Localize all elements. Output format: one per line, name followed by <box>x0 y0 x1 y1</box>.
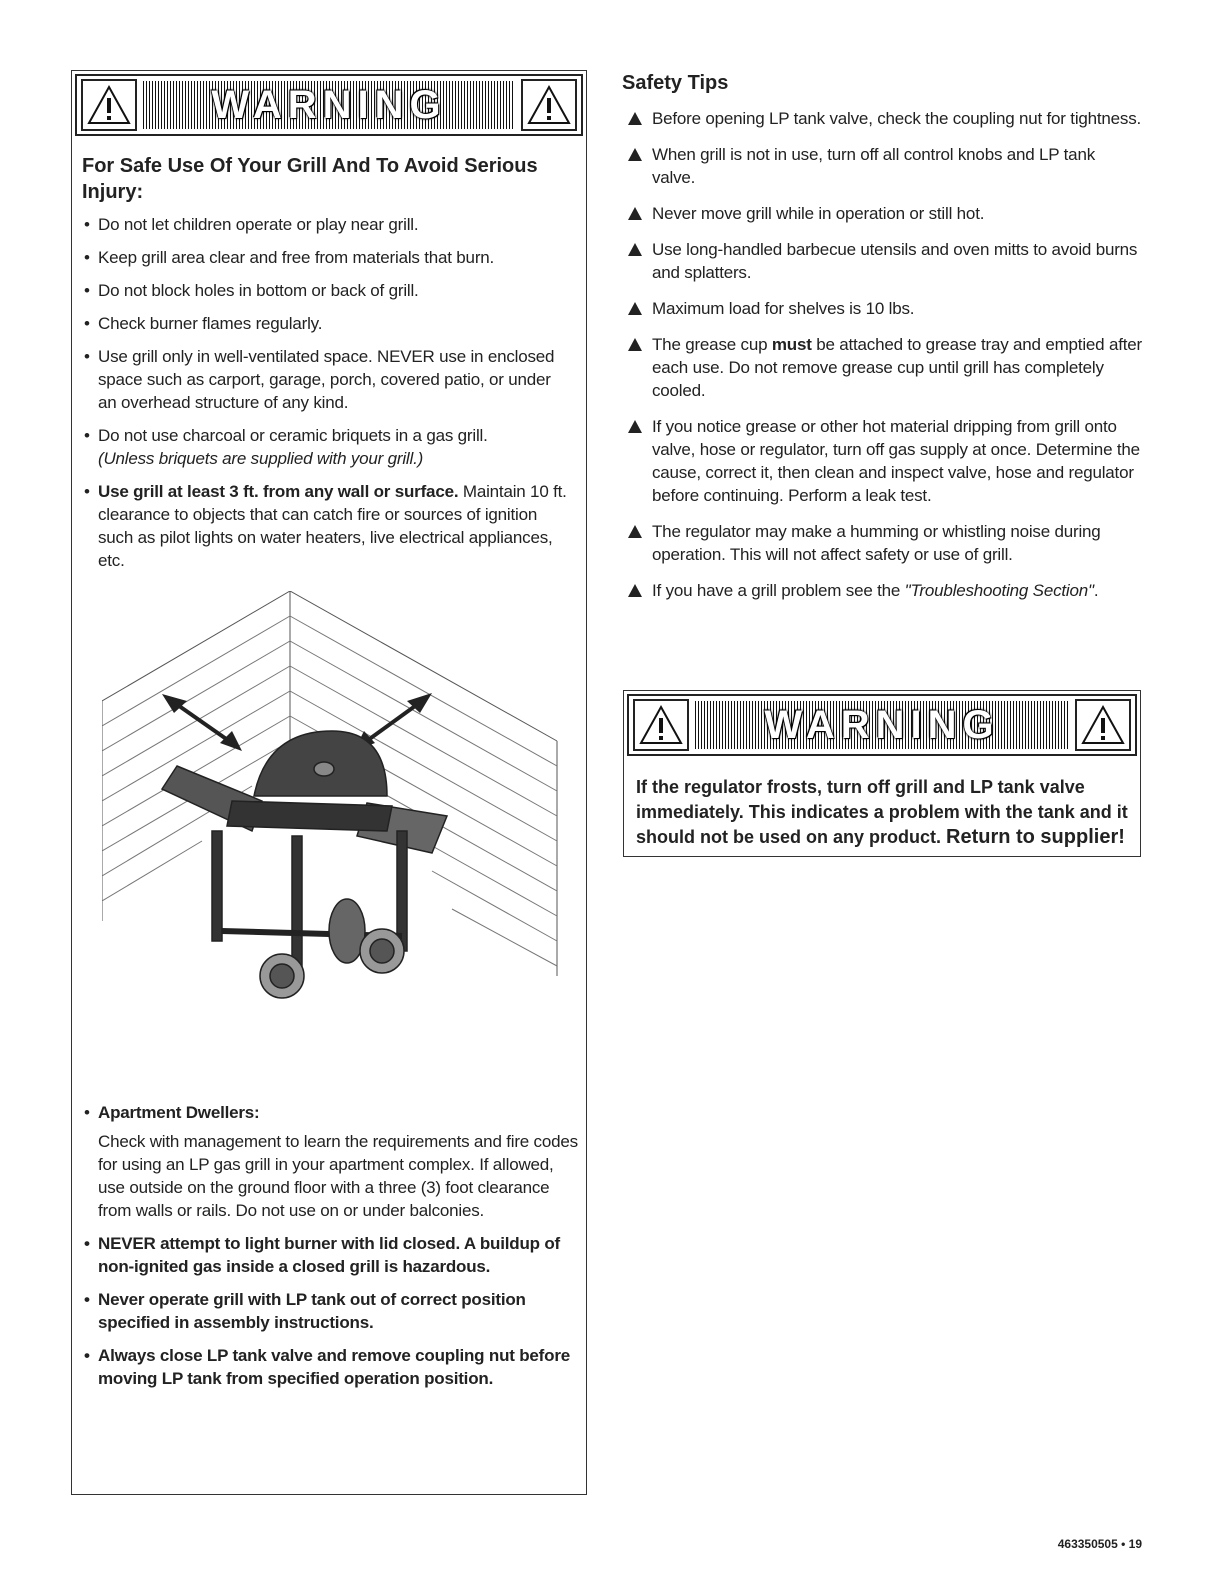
list-item: • NEVER attempt to light burner with lid closed. A buildup of non-ignited gas inside a closed grill is hazardous. <box>82 1232 582 1278</box>
apartment-text: Check with management to learn the requirements and fire codes for using an LP gas grill in your apartment complex. If allowed, use outside on the ground floor with a three (3) foot clearance from walls or rails. Do not use on or under balconies. <box>98 1132 578 1220</box>
list-item: • Never operate grill with LP tank out of correct position specified in assembly instructions. <box>82 1288 582 1334</box>
warning-bullet-icon <box>628 112 642 125</box>
tip-item: Before opening LP tank valve, check the coupling nut for tightness. <box>622 107 1142 130</box>
safety-tips-title: Safety Tips <box>622 72 729 94</box>
left-warning-box <box>71 70 587 1495</box>
bottom-list <box>82 1101 582 1400</box>
list-item-apartment <box>82 1101 582 1222</box>
list-item-distance <box>82 480 572 572</box>
list-item: • Always close LP tank valve and remove coupling nut before moving LP tank from specified operation position. <box>82 1344 582 1390</box>
tip-item: If you notice grease or other hot material dripping from grill onto valve, hose or regulator, turn off gas supply at once. Determine the cause, correct it, then clean and inspect valve, hose and regulator before continuing. Perform a leak test. <box>622 415 1142 507</box>
distance-text: Maintain 10 ft. clearance to objects that can catch fire or sources of ignition such as pilot lights on water heaters, live electrical appliances, etc. <box>98 482 567 570</box>
tip-item: Never move grill while in operation or still hot. <box>622 202 1142 225</box>
list-item: • Check burner flames regularly. <box>82 312 572 335</box>
warning-bullet-icon <box>628 148 642 161</box>
list-item: • Keep grill area clear and free from materials that burn. <box>82 246 572 269</box>
left-content <box>82 153 572 582</box>
tip-item: When grill is not in use, turn off all control knobs and LP tank valve. <box>622 143 1142 189</box>
tip-item: The regulator may make a humming or whistling noise during operation. This will not affect safety or use of grill. <box>622 520 1142 566</box>
warning-bullet-icon <box>628 302 642 315</box>
warning-heading: For Safe Use Of Your Grill And To Avoid Serious Injury: <box>82 155 538 203</box>
warning-word: WARNING <box>764 702 1000 747</box>
regulator-warning-box <box>623 690 1141 857</box>
list-item-charcoal <box>82 424 572 470</box>
warning-bars <box>695 701 1069 749</box>
tip-item-troubleshooting: If you have a grill problem see the "Troubleshooting Section". <box>622 579 1142 602</box>
distance-bold: Use grill at least 3 ft. from any wall or surface. <box>98 482 459 501</box>
warning-triangle-icon <box>1075 699 1131 751</box>
safety-tips-section <box>622 72 1142 615</box>
warning-bullet-icon <box>628 420 642 433</box>
tip-item-grease: The grease cup must be attached to grease tray and emptied after each use. Do not remove grease cup until grill has completely cooled. <box>622 333 1142 402</box>
charcoal-note: (Unless briquets are supplied with your grill.) <box>98 449 424 468</box>
warning-bullet-icon <box>628 338 642 351</box>
list-item: • Do not block holes in bottom or back of grill. <box>82 279 572 302</box>
regulator-warning-text: If the regulator frosts, turn off grill and LP tank valve immediately. This indicates a problem with the tank and it should not be used on any product. Return to supplier! <box>636 777 1128 848</box>
warning-bullet-icon <box>628 525 642 538</box>
warning-banner <box>627 694 1137 756</box>
page-footer: 463350505 • 19 <box>1057 1537 1142 1551</box>
warning-triangle-icon <box>521 79 577 131</box>
warning-list <box>82 213 572 572</box>
charcoal-text: Do not use charcoal or ceramic briquets in a gas grill. <box>98 426 488 445</box>
warning-bullet-icon <box>628 207 642 220</box>
warning-word: WARNING <box>211 82 447 127</box>
warning-bars <box>143 81 515 129</box>
apartment-title: Apartment Dwellers: <box>98 1103 260 1122</box>
warning-banner <box>75 74 583 136</box>
safety-tips-list <box>622 107 1142 602</box>
tip-item: Maximum load for shelves is 10 lbs. <box>622 297 1142 320</box>
list-item: • Use grill only in well-ventilated space. NEVER use in enclosed space such as carport, garage, porch, covered patio, or under an overhead structure of any kind. <box>82 345 572 414</box>
warning-triangle-icon <box>81 79 137 131</box>
warning-bullet-icon <box>628 243 642 256</box>
list-item: • Do not let children operate or play near grill. <box>82 213 572 236</box>
warning-triangle-icon <box>633 699 689 751</box>
warning-bullet-icon <box>628 584 642 597</box>
tip-item: Use long-handled barbecue utensils and oven mitts to avoid burns and splatters. <box>622 238 1142 284</box>
grill-clearance-illustration <box>102 591 572 1041</box>
